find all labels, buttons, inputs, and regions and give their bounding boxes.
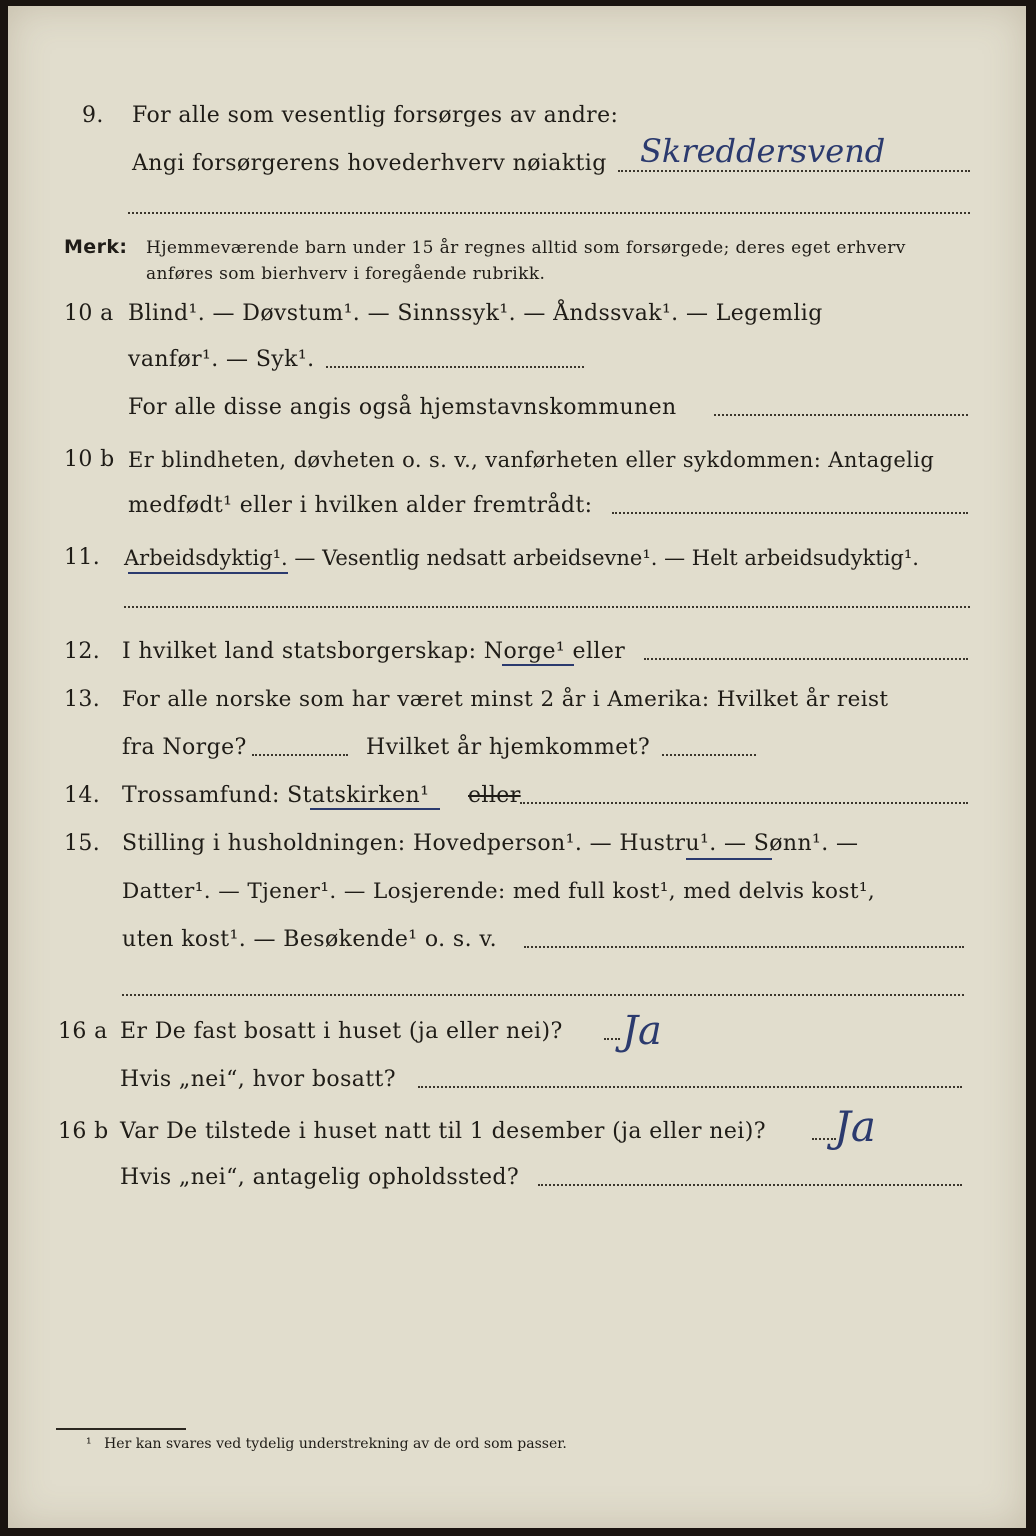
q13-text-2a: fra Norge? [122,735,247,760]
q16b-text-1: Var De tilstede i huset natt til 1 desember (ja eller nei)? [120,1119,766,1144]
q16a-answer-line[interactable] [604,1038,620,1040]
q9-extra-line[interactable] [128,212,970,214]
q16a-handwritten-answer: Ja [622,1008,662,1054]
q9-answer-line[interactable] [618,170,970,172]
q9-number: 9. [82,103,104,128]
footnote [86,1436,567,1452]
q9-text-2: Angi forsørgerens hovederhverv nøiaktig [132,151,607,176]
q10a-text-2: vanfør¹. — Syk¹. [128,347,315,372]
q10b-text-2: medfødt¹ eller i hvilken alder fremtrådt: [128,493,593,518]
q13-text-2b: Hvilket år hjemkommet? [366,735,651,760]
q10a-row-2 [8,338,1026,378]
q10a-row-1 [8,292,1026,332]
q10a-text-1: Blind¹. — Døvstum¹. — Sinnssyk¹. — Åndssvak¹. — Legemlig [128,301,823,326]
q9-handwritten-answer: Skreddersvend [640,132,886,170]
q12-text-1: I hvilket land statsborgerskap: Norge¹ eller [122,639,626,664]
q14-answer-line[interactable] [520,802,968,804]
merk-label: Merk: [64,236,128,258]
q16a-row-1 [8,1010,1026,1050]
q13-text-1: For alle norske som har været minst 2 år i Amerika: Hvilket år reist [122,687,889,712]
footnote-text: Her kan svares ved tydelig understrekning av de ord som passer. [104,1436,567,1452]
q11-handwritten-underline [128,572,288,574]
q16a-text-1: Er De fast bosatt i huset (ja eller nei)? [120,1019,563,1044]
q13-row-2 [8,726,1026,766]
q16a-text-2: Hvis „nei“, hvor bosatt? [120,1067,396,1092]
q10b-row-1 [8,438,1026,478]
q9-text-1: For alle som vesentlig forsørges av andre: [132,103,619,128]
q15-text-2: Datter¹. — Tjener¹. — Losjerende: med full kost¹, med delvis kost¹, [122,879,876,904]
q14-struck-text: eller [468,783,521,808]
q10a-number: 10 a [64,301,114,326]
q13-row-1 [8,678,1026,718]
q15-number: 15. [64,831,101,856]
q15-row-3 [8,918,1026,958]
q12-number: 12. [64,639,101,664]
q16b-number: 16 b [58,1119,109,1144]
q16b-row-2 [8,1156,1026,1196]
merk-text-1: Hjemmeværende barn under 15 år regnes alltid som forsørgede; deres eget erhverv [146,238,906,258]
q15-row-2 [8,870,1026,910]
q14-handwritten-underline [310,808,440,810]
q16b-answer-line[interactable] [812,1138,836,1140]
q11-text-1: Arbeidsdyktig¹. — Vesentlig nedsatt arbeidsevne¹. — Helt arbeidsudyktig¹. [124,546,919,570]
q15-row-1 [8,822,1026,862]
q10b-row-2 [8,484,1026,524]
merk-text-2: anføres som bierhverv i foregående rubrikk. [146,264,546,284]
q11-row-1 [8,536,1026,576]
q12-answer-line[interactable] [644,658,968,660]
q14-number: 14. [64,783,101,808]
q15-answer-line[interactable] [524,946,964,948]
q11-number: 11. [64,545,101,570]
q13-number: 13. [64,687,101,712]
q10b-answer-line[interactable] [612,512,968,514]
q14-row-1 [8,774,1026,814]
q16a-row-2 [8,1058,1026,1098]
q10b-text-1: Er blindheten, døvheten o. s. v., vanførheten eller sykdommen: Antagelig [128,448,935,472]
q16b-opholdssted-line[interactable] [538,1184,962,1186]
census-form-page [8,6,1026,1528]
footnote-rule [56,1428,186,1430]
q13-reist-line[interactable] [252,754,348,756]
q16a-bosatt-line[interactable] [418,1086,962,1088]
q10a-answer-line[interactable] [326,366,584,368]
q15-extra-line[interactable] [122,994,964,996]
q11-extra-line[interactable] [124,606,970,608]
q15-text-3: uten kost¹. — Besøkende¹ o. s. v. [122,927,497,952]
q10a-hjemstavn-line[interactable] [714,414,968,416]
q16b-text-2: Hvis „nei“, antagelig opholdssted? [120,1165,520,1190]
q16b-handwritten-answer: Ja [834,1102,876,1151]
q10a-text-3: For alle disse angis også hjemstavnskommunen [128,395,677,420]
merk-row-2 [8,250,1026,290]
q13-hjemkommet-line[interactable] [662,754,756,756]
q14-text-1: Trossamfund: Statskirken¹ [122,783,430,808]
q15-handwritten-underline [686,858,772,860]
q16a-number: 16 a [58,1019,108,1044]
q9-row-1 [8,94,1026,134]
q15-text-1: Stilling i husholdningen: Hovedperson¹. — Hustru¹. — Sønn¹. — [122,831,859,856]
footnote-mark: ¹ [86,1436,92,1452]
q10b-number: 10 b [64,447,115,472]
q12-handwritten-underline [502,664,574,666]
q10a-row-3 [8,386,1026,426]
